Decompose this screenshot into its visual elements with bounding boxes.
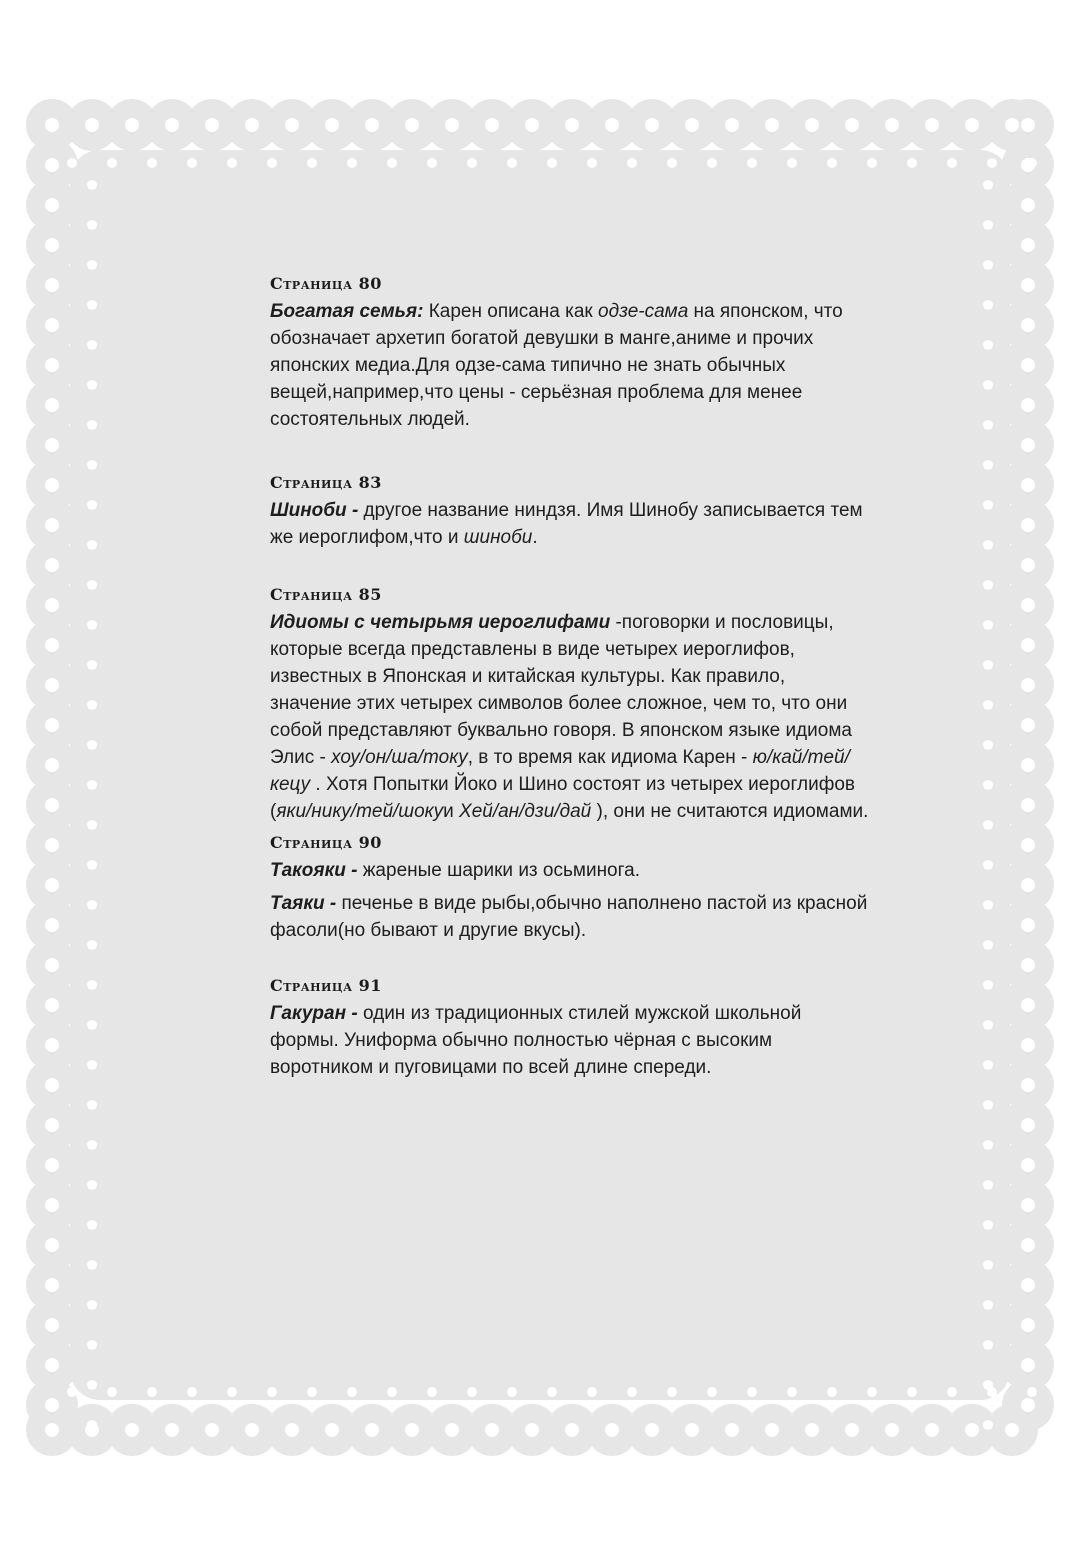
lace-hole [947, 1387, 957, 1397]
lace-hole [245, 118, 259, 132]
lace-hole [925, 1423, 939, 1437]
lace-hole [87, 820, 97, 830]
lace-hole [1021, 758, 1035, 772]
lace-hole [685, 1423, 699, 1437]
lace-hole [1005, 1423, 1019, 1437]
lace-hole [87, 860, 97, 870]
lace-hole [307, 1387, 317, 1397]
lace-hole [547, 158, 557, 168]
lace-hole [165, 1423, 179, 1437]
lace-hole [125, 1423, 139, 1437]
lace-hole [187, 158, 197, 168]
lace-hole [983, 340, 993, 350]
lace-hole [1021, 638, 1035, 652]
lace-hole [1021, 158, 1035, 172]
lace-hole [87, 1060, 97, 1070]
entry-shinobi [270, 497, 870, 551]
lace-hole [87, 660, 97, 670]
lace-hole [983, 580, 993, 590]
lace-hole [983, 660, 993, 670]
lace-hole [87, 1140, 97, 1150]
lace-hole [983, 780, 993, 790]
lace-hole [987, 158, 997, 168]
lace-hole [983, 460, 993, 470]
lace-hole [467, 1387, 477, 1397]
lace-hole [87, 1340, 97, 1350]
entry-text: печенье в виде рыбы,обычно наполнено пастой из красной фасоли(но бывают и другие вкусы). [270, 893, 868, 941]
entry-text: жареные шарики из осьминога. [362, 860, 640, 881]
lace-hole [667, 158, 677, 168]
lace-hole [645, 118, 659, 132]
lace-hole [387, 158, 397, 168]
lace-hole [307, 158, 317, 168]
lace-hole [45, 478, 59, 492]
lace-hole [45, 918, 59, 932]
lace-hole [45, 1318, 59, 1332]
lace-hole [1021, 518, 1035, 532]
entry-italic: ю/кай/тей/кецу [270, 747, 850, 795]
lace-hole [107, 1387, 117, 1397]
lace-hole [45, 878, 59, 892]
lace-hole [1021, 278, 1035, 292]
lace-hole [667, 1387, 677, 1397]
lace-hole [925, 118, 939, 132]
lace-hole [227, 1387, 237, 1397]
lace-hole [45, 838, 59, 852]
lace-hole [45, 238, 59, 252]
lace-hole [267, 158, 277, 168]
lace-hole [87, 700, 97, 710]
lace-hole [405, 118, 419, 132]
lace-hole [983, 740, 993, 750]
lace-hole [87, 1260, 97, 1270]
entry-term: Богатая семья: [270, 301, 424, 322]
lace-hole [1027, 1387, 1037, 1397]
lace-hole [45, 1118, 59, 1132]
lace-hole [87, 740, 97, 750]
lace-hole [1021, 438, 1035, 452]
lace-hole [983, 620, 993, 630]
lace-hole [1021, 1118, 1035, 1132]
lace-hole [983, 1020, 993, 1030]
lace-hole [45, 678, 59, 692]
entry-text: и [443, 801, 460, 822]
lace-hole [983, 1260, 993, 1270]
entry-rich-family [270, 298, 870, 433]
lace-hole [125, 118, 139, 132]
lace-hole [87, 420, 97, 430]
lace-hole [285, 1423, 299, 1437]
lace-hole [147, 1387, 157, 1397]
lace-hole [1021, 1198, 1035, 1212]
lace-hole [45, 1238, 59, 1252]
lace-hole [1021, 598, 1035, 612]
lace-hole [525, 118, 539, 132]
lace-hole [45, 638, 59, 652]
lace-hole [87, 620, 97, 630]
lace-hole [45, 278, 59, 292]
lace-hole [45, 318, 59, 332]
entry-italic: Хей/ан/дзи/дай [459, 801, 592, 822]
lace-hole [525, 1423, 539, 1437]
lace-hole [983, 860, 993, 870]
entry-text: . Хотя Попытки Йоко и Шино состоят из четырех иероглифов ( [270, 774, 855, 822]
lace-hole [45, 1278, 59, 1292]
lace-hole [87, 340, 97, 350]
lace-hole [1021, 838, 1035, 852]
entry-text: -поговорки и пословицы, которые всегда представлены в виде четырех иероглифов, известных в Японская и китайская культуры. Как правило, значение этих четырех символов более сложное, чем то, что они собой представляют буквально говоря. В японском языке идиома Элис - [270, 612, 852, 768]
lace-hole [87, 260, 97, 270]
lace-hole [1021, 238, 1035, 252]
lace-hole [885, 1423, 899, 1437]
lace-hole [245, 1423, 259, 1437]
lace-hole [1021, 198, 1035, 212]
lace-hole [725, 118, 739, 132]
lace-hole [87, 1100, 97, 1110]
lace-hole [1021, 1238, 1035, 1252]
lace-hole [67, 158, 77, 168]
lace-hole [45, 598, 59, 612]
lace-hole [605, 1423, 619, 1437]
lace-hole [205, 118, 219, 132]
lace-hole [45, 1398, 59, 1412]
lace-hole [445, 118, 459, 132]
lace-hole [45, 718, 59, 732]
lace-hole [227, 158, 237, 168]
lace-hole [485, 1423, 499, 1437]
entry-term: Шиноби - [270, 500, 364, 521]
lace-hole [165, 118, 179, 132]
lace-hole [983, 540, 993, 550]
lace-hole [1021, 318, 1035, 332]
section-heading: Страница 90 [270, 833, 382, 852]
lace-hole [983, 1180, 993, 1190]
lace-hole [87, 780, 97, 790]
lace-hole [827, 158, 837, 168]
section-heading: Страница 91 [270, 976, 382, 995]
lace-hole [907, 158, 917, 168]
lace-hole [1021, 1078, 1035, 1092]
lace-hole [765, 118, 779, 132]
lace-hole [1021, 398, 1035, 412]
lace-hole [147, 158, 157, 168]
section-page-90 [270, 831, 870, 944]
lace-hole [1021, 998, 1035, 1012]
lace-hole [787, 158, 797, 168]
lace-hole [45, 1038, 59, 1052]
lace-hole [1021, 958, 1035, 972]
section-heading: Страница 80 [270, 274, 382, 293]
lace-hole [45, 998, 59, 1012]
lace-hole [983, 300, 993, 310]
lace-hole [805, 1423, 819, 1437]
lace-hole [707, 158, 717, 168]
lace-hole [1021, 1158, 1035, 1172]
lace-hole [983, 700, 993, 710]
lace-hole [747, 1387, 757, 1397]
lace-hole [1021, 918, 1035, 932]
lace-hole [645, 1423, 659, 1437]
entry-term: Идиомы с четырьмя иероглифами [270, 612, 611, 633]
lace-hole [983, 820, 993, 830]
lace-hole [347, 158, 357, 168]
section-page-85 [270, 583, 870, 825]
lace-hole [427, 1387, 437, 1397]
lace-hole [867, 158, 877, 168]
entry-takoyaki [270, 857, 870, 884]
lace-hole [87, 380, 97, 390]
lace-hole [1021, 358, 1035, 372]
lace-hole [445, 1423, 459, 1437]
lace-hole [507, 158, 517, 168]
entry-term: Таяки - [270, 893, 342, 914]
entry-italic: хоу/он/ша/току [331, 747, 468, 768]
section-heading: Страница 83 [270, 473, 382, 492]
lace-hole [565, 1423, 579, 1437]
lace-hole [983, 1220, 993, 1230]
lace-hole [45, 958, 59, 972]
lace-hole [87, 1220, 97, 1230]
lace-hole [983, 420, 993, 430]
lace-hole [45, 118, 59, 132]
lace-hole [1021, 1358, 1035, 1372]
lace-hole [45, 798, 59, 812]
lace-hole [87, 980, 97, 990]
lace-hole [885, 118, 899, 132]
section-page-83 [270, 471, 870, 551]
lace-hole [87, 1020, 97, 1030]
lace-hole [1021, 798, 1035, 812]
entry-term: Такояки - [270, 860, 363, 881]
lace-hole [983, 980, 993, 990]
lace-hole [983, 940, 993, 950]
lace-hole [87, 1380, 97, 1390]
entry-text: на японском, что обозначает архетип богатой девушки в манге,аниме и прочих японских медиа.Для одзе-сама типично не знать обычных вещей,например,что цены - серьёзная проблема для менее состоятельных людей. [270, 301, 843, 430]
lace-hole [267, 1387, 277, 1397]
lace-hole [587, 158, 597, 168]
lace-hole [325, 1423, 339, 1437]
lace-hole [85, 118, 99, 132]
lace-hole [45, 198, 59, 212]
lace-hole [605, 118, 619, 132]
lace-hole [1021, 1278, 1035, 1292]
lace-hole [87, 1420, 97, 1430]
lace-hole [45, 518, 59, 532]
lace-hole [747, 158, 757, 168]
lace-hole [45, 438, 59, 452]
lace-hole [485, 118, 499, 132]
entry-italic: яки/нику/тей/шоку [276, 801, 444, 822]
lace-hole [45, 1198, 59, 1212]
lace-hole [627, 158, 637, 168]
entry-italic: одзе-сама [598, 301, 689, 322]
lace-hole [45, 558, 59, 572]
lace-hole [45, 158, 59, 172]
lace-hole [87, 500, 97, 510]
entry-text: один из традиционных стилей мужской школьной формы. Униформа обычно полностью чёрная с высоким воротником и пуговицами по всей длине спереди. [270, 1003, 802, 1078]
lace-hole [187, 1387, 197, 1397]
lace-hole [87, 180, 97, 190]
lace-hole [1021, 718, 1035, 732]
lace-hole [45, 1158, 59, 1172]
lace-hole [685, 118, 699, 132]
entry-text: ), они не считаются идиомами. [591, 801, 869, 822]
lace-hole [45, 358, 59, 372]
lace-hole [983, 180, 993, 190]
lace-hole [87, 900, 97, 910]
lace-hole [907, 1387, 917, 1397]
lace-hole [87, 1300, 97, 1310]
section-page-91 [270, 974, 870, 1081]
lace-hole [365, 118, 379, 132]
lace-hole [983, 260, 993, 270]
lace-hole [405, 1423, 419, 1437]
entry-text: Карен описана как [423, 301, 599, 322]
lace-hole [587, 1387, 597, 1397]
lace-hole [347, 1387, 357, 1397]
lace-hole [627, 1387, 637, 1397]
lace-hole [87, 940, 97, 950]
lace-hole [983, 1100, 993, 1110]
lace-hole [1021, 678, 1035, 692]
lace-hole [107, 158, 117, 168]
lace-hole [285, 118, 299, 132]
lace-hole [983, 500, 993, 510]
lace-hole [983, 1140, 993, 1150]
entry-text: другое название ниндзя. Имя Шинобу записывается тем же иероглифом,что и [270, 500, 863, 548]
lace-hole [205, 1423, 219, 1437]
section-page-80 [270, 272, 870, 433]
lace-hole [45, 398, 59, 412]
lace-hole [507, 1387, 517, 1397]
lace-hole [325, 118, 339, 132]
lace-hole [67, 1387, 77, 1397]
section-heading: Страница 85 [270, 585, 382, 604]
lace-hole [1021, 1398, 1035, 1412]
entry-term: Гакуран - [270, 1003, 363, 1024]
lace-hole [1021, 1318, 1035, 1332]
lace-hole [1005, 118, 1019, 132]
lace-hole [45, 1078, 59, 1092]
lace-hole [983, 1340, 993, 1350]
lace-hole [45, 758, 59, 772]
entry-text: . [532, 527, 538, 548]
lace-hole [983, 1060, 993, 1070]
lace-hole [983, 220, 993, 230]
lace-hole [983, 1300, 993, 1310]
entry-text: , в то время как идиома Карен - [467, 747, 753, 768]
notes-content [270, 272, 870, 1081]
entry-italic: шиноби [463, 527, 533, 548]
lace-hole [87, 540, 97, 550]
lace-hole [707, 1387, 717, 1397]
lace-hole [87, 1180, 97, 1190]
lace-hole [45, 1358, 59, 1372]
lace-hole [87, 300, 97, 310]
lace-hole [805, 118, 819, 132]
lace-hole [983, 1420, 993, 1430]
entry-gakuran [270, 1000, 870, 1081]
lace-hole [845, 118, 859, 132]
lace-hole [947, 158, 957, 168]
lace-hole [1021, 1038, 1035, 1052]
lace-hole [387, 1387, 397, 1397]
lace-hole [1021, 558, 1035, 572]
entry-four-character-idioms [270, 609, 870, 825]
lace-hole [787, 1387, 797, 1397]
lace-hole [965, 118, 979, 132]
lace-hole [725, 1423, 739, 1437]
lace-hole [365, 1423, 379, 1437]
lace-hole [1021, 478, 1035, 492]
lace-hole [87, 580, 97, 590]
lace-hole [1021, 878, 1035, 892]
lace-hole [1021, 118, 1035, 132]
lace-hole [87, 220, 97, 230]
lace-hole [467, 158, 477, 168]
entry-taiyaki [270, 890, 870, 944]
lace-hole [765, 1423, 779, 1437]
lace-hole [983, 900, 993, 910]
lace-hole [827, 1387, 837, 1397]
lace-hole [87, 460, 97, 470]
lace-hole [983, 380, 993, 390]
lace-hole [983, 1380, 993, 1390]
lace-hole [565, 118, 579, 132]
lace-hole [45, 1423, 59, 1437]
lace-hole [845, 1423, 859, 1437]
lace-hole [547, 1387, 557, 1397]
lace-hole [867, 1387, 877, 1397]
lace-hole [427, 158, 437, 168]
lace-hole [965, 1423, 979, 1437]
